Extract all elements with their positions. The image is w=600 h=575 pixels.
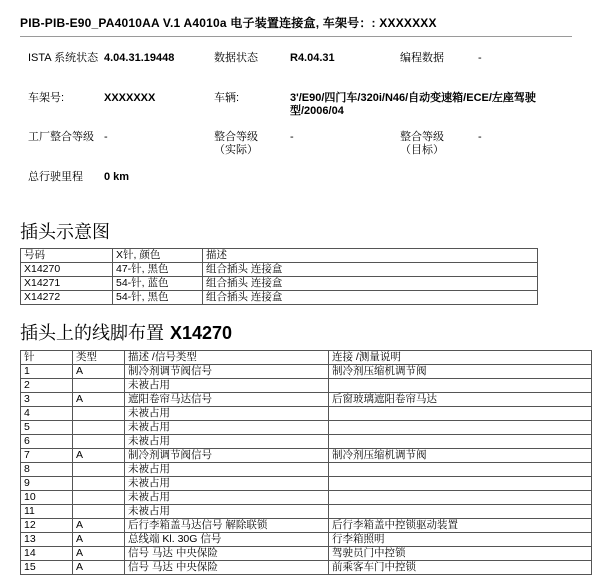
pin-type: A (73, 449, 125, 463)
pin-number: 12 (21, 519, 73, 533)
pin-number: 3 (21, 393, 73, 407)
pin-type (73, 491, 125, 505)
connector-id: X14272 (21, 291, 113, 305)
pin-number: 5 (21, 421, 73, 435)
pin-number: 11 (21, 505, 73, 519)
pin-section-title-text: 插头上的线脚布置 (20, 323, 164, 343)
pin-table-body (21, 365, 592, 575)
connector-pins: 54-针, 黑色 (113, 291, 203, 305)
integration-actual-value: - (290, 131, 294, 143)
ista-value: 4.04.31.19448 (104, 52, 175, 64)
pin-number: 10 (21, 491, 73, 505)
connector-id: X14270 (21, 263, 113, 277)
pin-connection: 驾驶员门中控锁 (329, 547, 592, 561)
programming-value: - (478, 52, 482, 64)
column-header: X针, 颜色 (113, 249, 203, 263)
pin-type (73, 421, 125, 435)
pin-number: 1 (21, 365, 73, 379)
pin-type: A (73, 547, 125, 561)
pin-signal: 后行李箱盖马达信号 解除联锁 (125, 519, 329, 533)
pin-type (73, 407, 125, 421)
data-state-value: R4.04.31 (290, 52, 335, 64)
ista-label: ISTA 系统状态 (28, 52, 99, 64)
table-row (21, 547, 592, 561)
table-row (21, 519, 592, 533)
table-row (21, 421, 592, 435)
connector-pins: 54-针, 蓝色 (113, 277, 203, 291)
pin-signal: 未被占用 (125, 505, 329, 519)
pin-signal: 未被占用 (125, 379, 329, 393)
column-header: 描述 (203, 249, 538, 263)
pin-connection (329, 421, 592, 435)
pin-number: 4 (21, 407, 73, 421)
pin-connection (329, 491, 592, 505)
document-title: PIB-PIB-E90_PA4010AA V.1 A4010a 电子装置连接盒, 车架号：: XXXXXXX (20, 16, 437, 30)
pin-type (73, 463, 125, 477)
table-row (21, 291, 538, 305)
integration-target-label: 整合等级（目标） (400, 131, 444, 156)
table-row (21, 277, 538, 291)
vin-value: XXXXXXX (104, 92, 156, 104)
connector-table (20, 248, 538, 305)
pin-number: 13 (21, 533, 73, 547)
integration-target-value: - (478, 131, 482, 143)
connector-description: 组合插头 连接盒 (203, 277, 538, 291)
pin-connection: 制冷剂压缩机调节阀 (329, 365, 592, 379)
connector-pins: 47-针, 黑色 (113, 263, 203, 277)
table-header-row (21, 351, 592, 365)
integration-actual-label: 整合等级（实际） (214, 131, 258, 156)
table-row (21, 505, 592, 519)
pin-number: 7 (21, 449, 73, 463)
pin-signal: 未被占用 (125, 407, 329, 421)
pin-number: 14 (21, 547, 73, 561)
table-row (21, 263, 538, 277)
pin-type: A (73, 393, 125, 407)
pin-type (73, 379, 125, 393)
pin-connection: 前乘客车门中控锁 (329, 561, 592, 575)
table-row (21, 393, 592, 407)
table-row (21, 449, 592, 463)
column-header: 类型 (73, 351, 125, 365)
connector-description: 组合插头 连接盒 (203, 263, 538, 277)
pin-signal: 遮阳卷帘马达信号 (125, 393, 329, 407)
pin-type (73, 435, 125, 449)
column-header: 描述 /信号类型 (125, 351, 329, 365)
pin-signal: 未被占用 (125, 491, 329, 505)
pin-type: A (73, 365, 125, 379)
pin-connection (329, 463, 592, 477)
table-row (21, 491, 592, 505)
pin-signal: 信号 马达 中央保险 (125, 547, 329, 561)
pin-signal: 未被占用 (125, 435, 329, 449)
vehicle-value: 3'/E90/四门车/320i/N46/自动变速箱/ECE/左座驾驶型/2006/04 (290, 92, 536, 117)
factory-integration-label: 工厂整合等级 (28, 131, 94, 143)
table-row (21, 379, 592, 393)
pin-number: 6 (21, 435, 73, 449)
column-header: 针 (21, 351, 73, 365)
pin-type (73, 505, 125, 519)
vin-label: 车架号: (28, 92, 65, 104)
data-state-label: 数据状态 (214, 52, 258, 64)
pin-connection: 后窗玻璃遮阳卷帘马达 (329, 393, 592, 407)
pin-signal: 未被占用 (125, 421, 329, 435)
pin-assignment-table (20, 350, 592, 575)
pin-connection: 后行李箱盖中控锁驱动装置 (329, 519, 592, 533)
vehicle-label: 车辆: (214, 92, 240, 104)
column-header: 号码 (21, 249, 113, 263)
pin-section-connector: X14270 (170, 323, 233, 343)
pin-type: A (73, 519, 125, 533)
table-row (21, 477, 592, 491)
pin-connection (329, 477, 592, 491)
table-row (21, 365, 592, 379)
pin-signal: 未被占用 (125, 463, 329, 477)
table-row (21, 407, 592, 421)
pin-signal: 信号 马达 中央保险 (125, 561, 329, 575)
mileage-value: 0 km (104, 171, 130, 183)
pin-connection (329, 379, 592, 393)
pin-signal: 制冷剂调节阀信号 (125, 365, 329, 379)
column-header: 连接 /测量说明 (329, 351, 592, 365)
pin-section-title (20, 319, 232, 345)
header-divider (20, 36, 572, 37)
pin-connection (329, 407, 592, 421)
table-row (21, 435, 592, 449)
pin-signal: 未被占用 (125, 477, 329, 491)
pin-connection: 行李箱照明 (329, 533, 592, 547)
pin-connection: 制冷剂压缩机调节阀 (329, 449, 592, 463)
pin-type (73, 477, 125, 491)
pin-number: 8 (21, 463, 73, 477)
pin-type: A (73, 533, 125, 547)
connector-id: X14271 (21, 277, 113, 291)
pin-type: A (73, 561, 125, 575)
pin-number: 15 (21, 561, 73, 575)
pin-signal: 制冷剂调节阀信号 (125, 449, 329, 463)
connector-description: 组合插头 连接盒 (203, 291, 538, 305)
table-row (21, 463, 592, 477)
programming-label: 编程数据 (400, 52, 444, 64)
table-header-row (21, 249, 538, 263)
pin-number: 9 (21, 477, 73, 491)
connector-section-title: 插头示意图 (20, 222, 110, 242)
pin-connection (329, 435, 592, 449)
pin-connection (329, 505, 592, 519)
mileage-label: 总行驶里程 (28, 171, 83, 183)
table-row (21, 533, 592, 547)
pin-number: 2 (21, 379, 73, 393)
pin-signal: 总线端 Kl. 30G 信号 (125, 533, 329, 547)
factory-integration-value: - (104, 131, 108, 143)
